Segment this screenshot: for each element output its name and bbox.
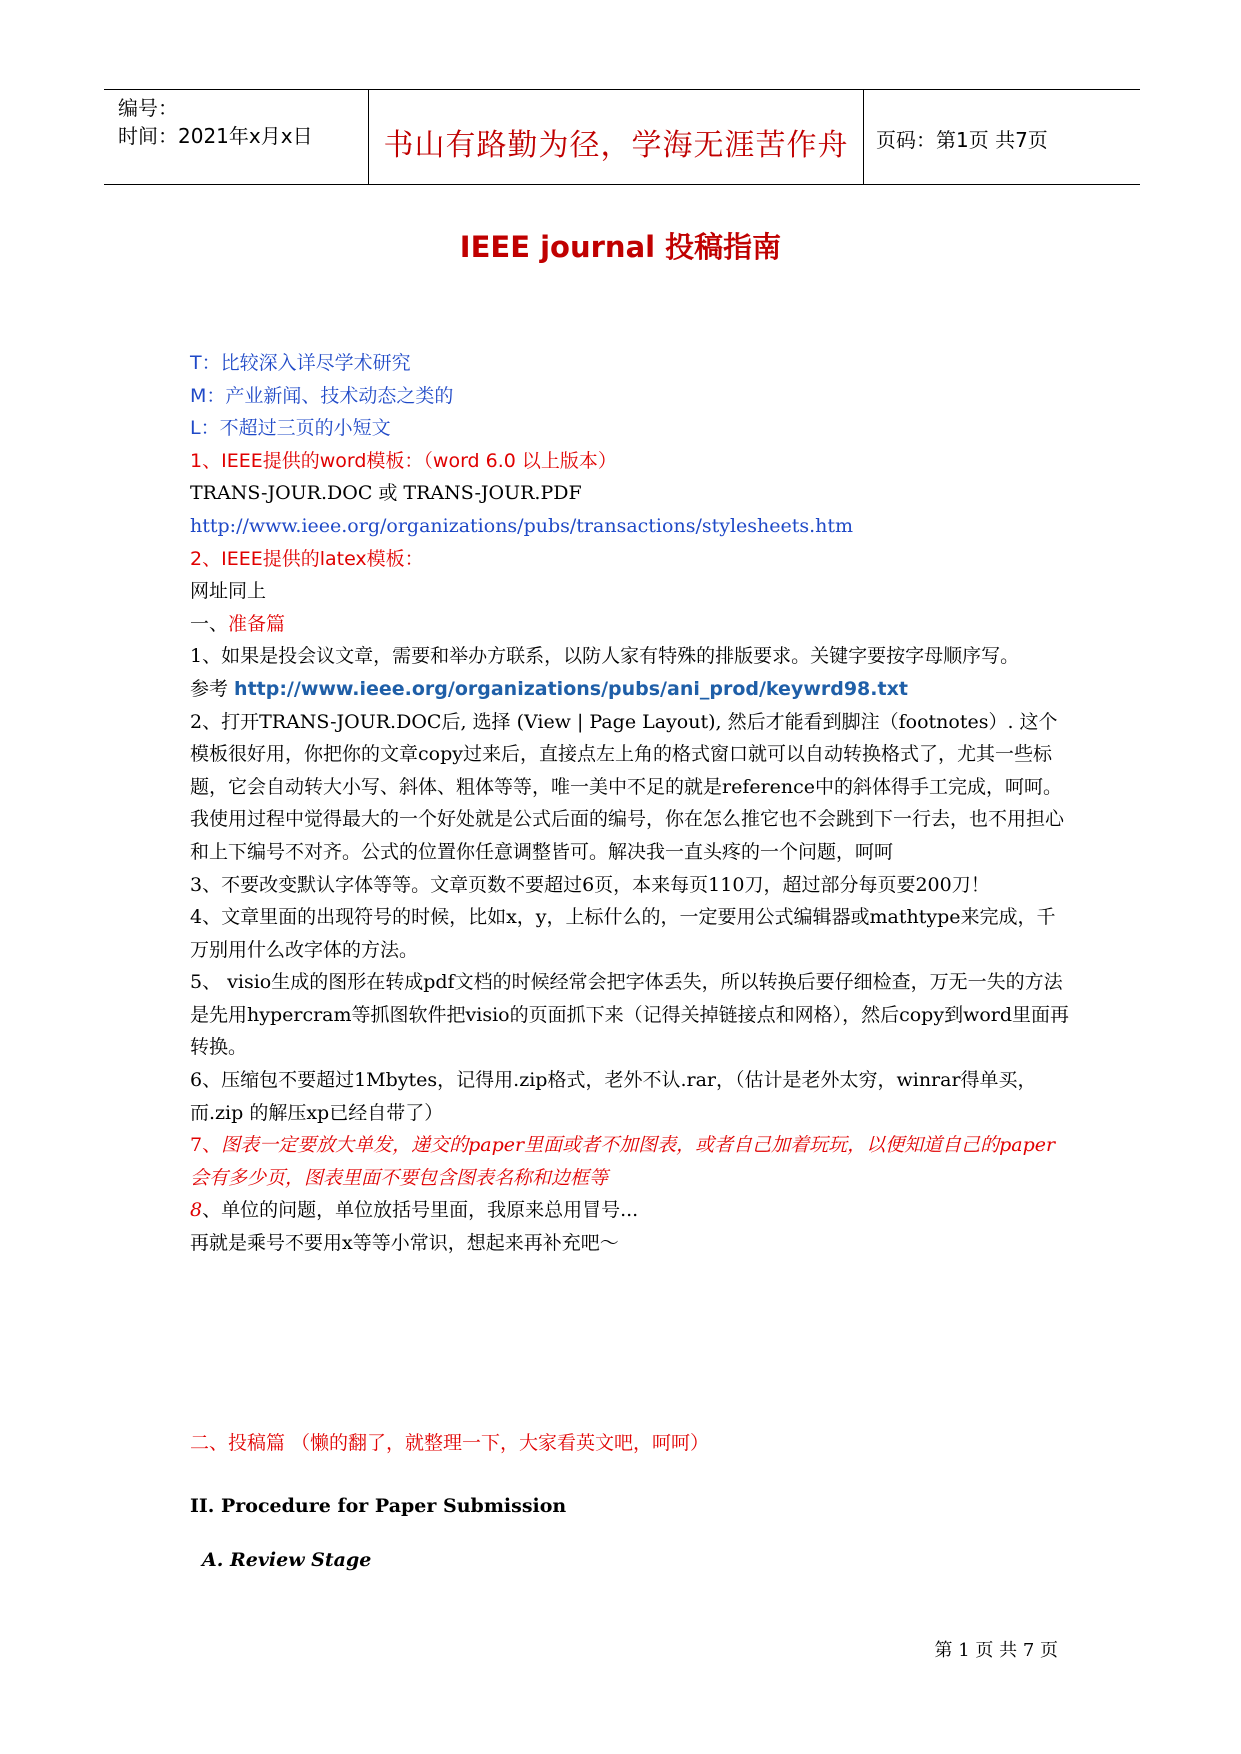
prep-title: 准备篇: [228, 612, 286, 635]
item-3: 3、不要改变默认字体等等。文章页数不要超过6页，本来每页110刀，超过部分每页要200刀！: [190, 873, 990, 896]
page-label: 页码：第1页 共7页: [876, 128, 1048, 152]
section2-title: 投稿篇 （懒的翻了，就整理一下，大家看英文吧，呵呵）: [228, 1432, 710, 1454]
section2-prefix: 二、: [190, 1432, 229, 1454]
same-url-note: 网址同上: [190, 580, 267, 603]
template-files: TRANS-JOUR.DOC 或 TRANS-JOUR.PDF: [190, 482, 582, 505]
prep-section-heading: [190, 608, 1070, 641]
time-label: 时间：2021年x月x日: [118, 124, 313, 148]
t-line: T：比较深入详尽学术研究: [190, 352, 411, 374]
procedure-heading: II. Procedure for Paper Submission: [190, 1495, 567, 1517]
item-7-number: 7、: [190, 1134, 222, 1157]
page-footer: 第 1 页 共 7 页: [934, 1640, 1058, 1661]
item-1: 1、如果是投会议文章，需要和举办方联系，以防人家有特殊的排版要求。关键字要按字母顺序写。: [190, 645, 1020, 668]
prep-prefix: 一、: [190, 612, 229, 635]
document-header: [104, 89, 1140, 185]
item-7-text: 图表一定要放大单发，递交的paper里面或者不加图表，或者自己加着玩玩，以便知道自己的paper会有多少页，图表里面不要包含图表名称和边框等: [190, 1134, 1056, 1189]
submission-section-heading: [190, 1428, 709, 1455]
item-2: 2、打开TRANS-JOUR.DOC后, 选择 (View | Page Layout), 然后才能看到脚注（footnotes）. 这个模板很好用，你把你的文章copy过来后，直接点左上角的格式窗口就可以自动转换格式了，尤其一些标题，它会自动转大小写、斜体、粗体等等，唯一美中不足的就是reference中的斜体得手工完成，呵呵。我使用过程中觉得最大的一个好处就是公式后面的编号，你在怎么推它也不会跳到下一行去，也不用担心和上下编号不对齐。公式的位置你任意调整皆可。解决我一直头疼的一个问题，呵呵: [190, 710, 1065, 863]
item-6: 6、压缩包不要超过1Mbytes，记得用.zip格式，老外不认.rar，（估计是老外太穷，winrar得单买，而.zip 的解压xp已经自带了）: [190, 1069, 1037, 1124]
stylesheets-link[interactable]: http://www.ieee.org/organizations/pubs/transactions/stylesheets.htm: [190, 514, 854, 537]
number-label: 编号：: [118, 96, 178, 120]
header-meta-cell: [104, 90, 368, 184]
review-stage-heading: A. Review Stage: [202, 1549, 372, 1571]
header-page-cell: [864, 90, 1140, 184]
item-8-text: 、单位的问题，单位放括号里面，我原来总用冒号...: [202, 1199, 639, 1222]
item-5: 5、 visio生成的图形在转成pdf文档的时候经常会把字体丢失，所以转换后要仔细检查，万无一失的方法是先用hypercram等抓图软件把visio的页面抓下来（记得关掉链接点和网格），然后copy到word里面再转换。: [190, 971, 1070, 1059]
l-line: L：不超过三页的小短文: [190, 417, 391, 440]
item-8-number: 8: [190, 1199, 203, 1222]
word-template-heading: 1、IEEE提供的word模板：（word 6.0 以上版本）: [190, 449, 617, 472]
keywords-link[interactable]: http://www.ieee.org/organizations/pubs/ani_prod/keywrd98.txt: [234, 677, 908, 700]
document-title: IEEE journal 投稿指南: [459, 230, 782, 264]
item-7: [190, 1129, 1070, 1194]
header-motto-cell: [368, 90, 864, 184]
ref-prefix: 参考: [190, 677, 235, 700]
latex-template-heading: 2、IEEE提供的latex模板：: [190, 547, 424, 570]
reference-line: [190, 673, 1070, 706]
closing-note: 再就是乘号不要用x等等小常识，想起来再补充吧～: [190, 1232, 619, 1255]
motto: 书山有路勤为径，学海无涯苦作舟: [383, 128, 849, 163]
document-body: [190, 347, 1070, 1260]
item-4: 4、文章里面的出现符号的时候，比如x，y，上标什么的，一定要用公式编辑器或mathtype来完成，千万别用什么改字体的方法。: [190, 906, 1056, 961]
item-8: [190, 1194, 1070, 1227]
m-line: M：产业新闻、技术动态之类的: [190, 384, 454, 407]
